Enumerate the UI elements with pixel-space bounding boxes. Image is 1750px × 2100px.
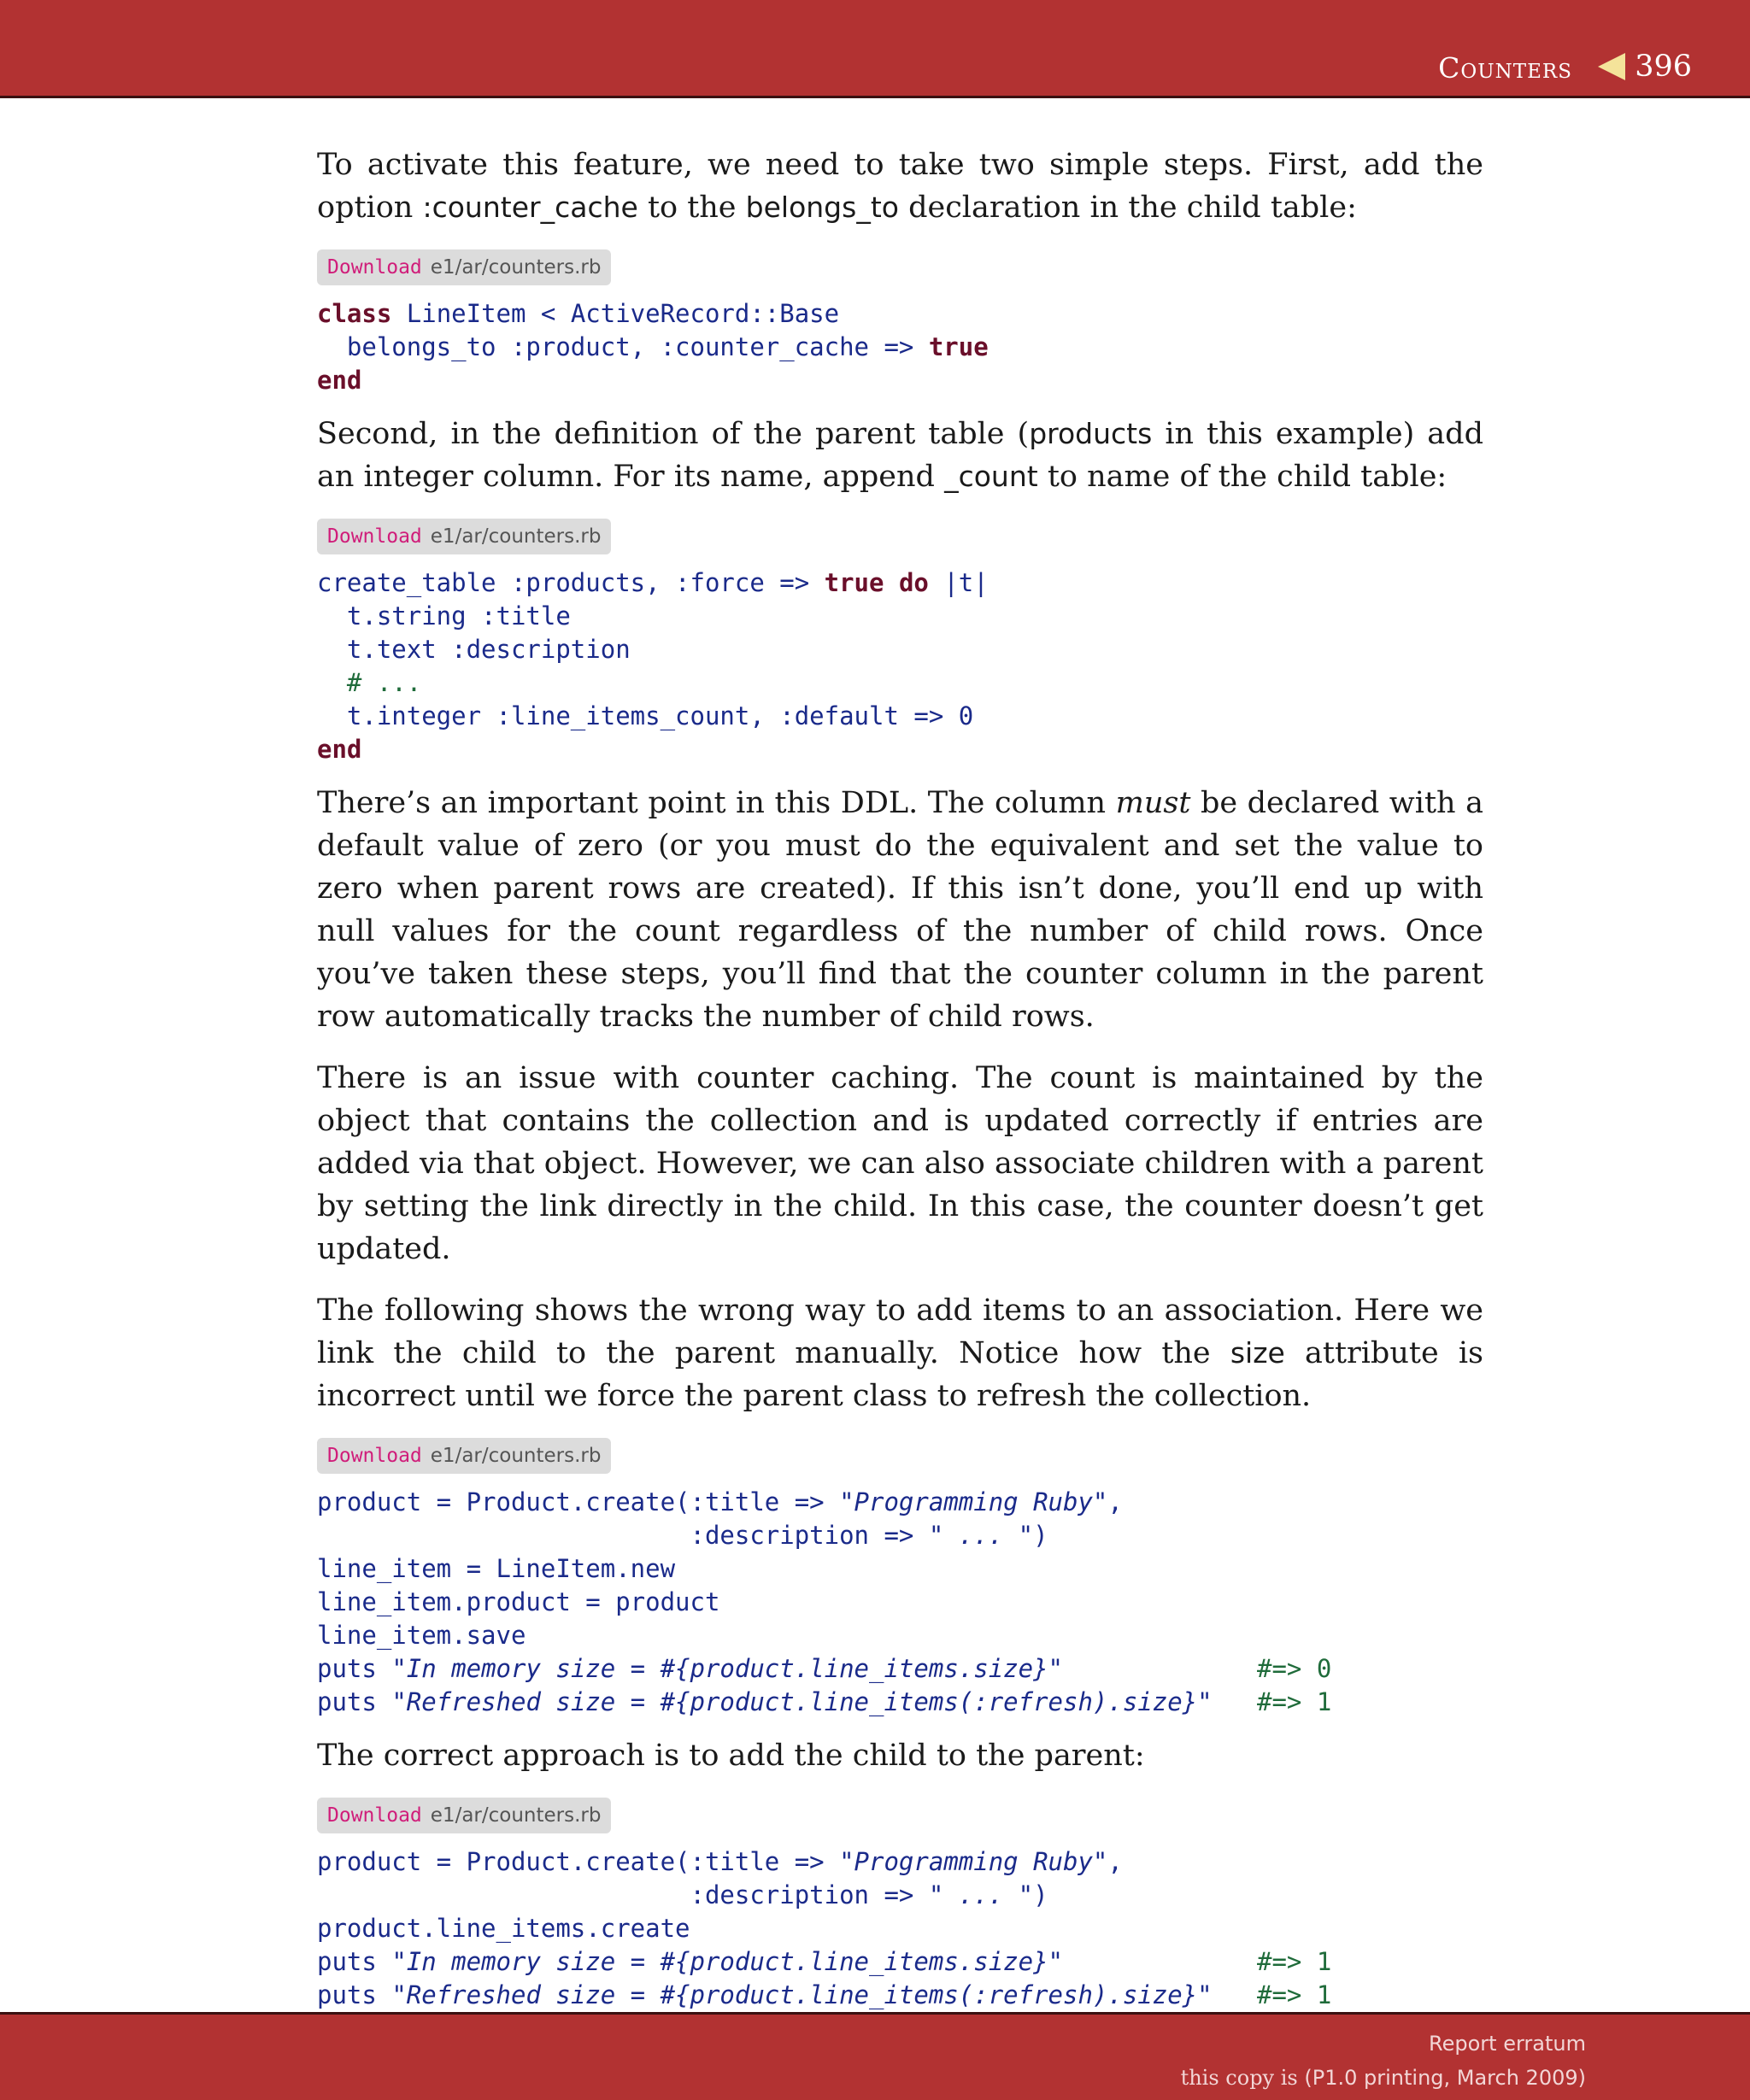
download-path: e1/ar/counters.rb [430,1445,602,1467]
code-line: line_item.product = product [317,1587,720,1616]
download-link[interactable] [317,1438,611,1474]
code-line: puts "In memory size = #{product.line_items.size}" #=> 1 [317,1947,1332,1976]
section-title: Counters [1438,51,1572,85]
inline-code: size [1230,1336,1285,1370]
code-line: t.string :title [317,601,571,631]
code-line: t.integer :line_items_count, :default => 0 [317,701,974,730]
text: in this example) add an integer column. For its name, append [317,417,1483,494]
code-block-4 [317,1845,1483,2012]
report-erratum-link[interactable]: Report erratum [1429,2032,1586,2056]
code-line: :description => " ... ") [317,1521,1048,1550]
code-line: end [317,735,362,764]
text: To activate this feature, we need to take two simple steps. First, add the option [317,148,1483,225]
download-label: Download [327,1804,422,1827]
code-comment-line: # ... [317,668,422,697]
text: The following shows the wrong way to add items to an association. Here we link the child to the parent manually. Notice how the [317,1293,1483,1370]
text: to name of the child table: [1037,460,1448,494]
code-line: product = Product.create(:title => "Programming Ruby", [317,1847,1123,1876]
download-path: e1/ar/counters.rb [430,525,602,548]
code-line: line_item = LineItem.new [317,1554,676,1583]
download-link[interactable] [317,249,611,285]
code-line: puts "Refreshed size = #{product.line_items(:refresh).size}" #=> 1 [317,1687,1332,1716]
download-label: Download [327,1445,422,1467]
page-footer [0,2012,1750,2100]
text: declaration in the child table: [898,191,1357,225]
emphasis: must [1115,786,1191,820]
paragraph-1 [317,144,1483,229]
copy-info [1181,2066,1586,2090]
code-block-1 [317,297,1483,397]
download-label: Download [327,525,422,548]
text: be declared with a default value of zero (or you must do the equivalent and set the value to zero when parent rows are created). If this isn’t done, you’ll end up with null values for the count regardless of the number of child rows. Once you’ve taken these steps, you’ll find that the counter column in the parent row automatically tracks the number of child rows. [317,786,1483,1034]
download-link[interactable] [317,519,611,554]
previous-page-arrow-icon[interactable] [1598,53,1625,80]
code-line: puts "In memory size = #{product.line_items.size}" #=> 0 [317,1654,1332,1683]
paragraph-6: The correct approach is to add the child to the parent: [317,1739,1145,1773]
code-line: puts "Refreshed size = #{product.line_items(:refresh).size}" #=> 1 [317,1980,1332,2009]
paragraph-5 [317,1289,1483,1417]
code-line: product = Product.create(:title => "Programming Ruby", [317,1487,1123,1516]
paragraph-4: There is an issue with counter caching. The count is maintained by the object that contains the collection and is updated correctly if entries are added via that object. However, we can also associate children with a parent by setting the link directly in the child. In this case, the counter doesn’t get updated. [317,1061,1483,1266]
text: Second, in the definition of the parent table ( [317,417,1030,451]
code-line: belongs_to :product, :counter_cache => true [317,332,989,361]
code-line: create_table :products, :force => true do |t| [317,568,989,597]
download-path: e1/ar/counters.rb [430,256,602,279]
inline-code: :counter_cache [422,191,638,224]
download-label: Download [327,256,422,279]
code-line: :description => " ... ") [317,1880,1048,1909]
printing-info: (P1.0 printing, March 2009) [1304,2066,1586,2090]
text: attribute is incorrect until we force the parent class to refresh the collection. [317,1336,1483,1413]
paragraph-3 [317,782,1483,1038]
code-block-2 [317,566,1483,766]
code-line: end [317,366,362,395]
page-number: 396 [1635,50,1692,84]
code-line: line_item.save [317,1621,526,1650]
download-path: e1/ar/counters.rb [430,1804,602,1827]
code-line: product.line_items.create [317,1914,690,1943]
page-header [0,0,1750,98]
text: There’s an important point in this DDL. The column [317,786,1116,820]
page-content [317,144,1483,2027]
download-link[interactable] [317,1798,611,1833]
code-block-3 [317,1486,1483,1719]
copy-text: this copy is [1180,2066,1305,2090]
code-line: t.text :description [317,635,631,664]
text: to the [637,191,746,225]
inline-code: _count [944,460,1038,493]
inline-code: products [1029,417,1153,450]
code-line: class LineItem < ActiveRecord::Base [317,299,840,328]
paragraph-2 [317,413,1483,498]
inline-code: belongs_to [745,191,899,224]
